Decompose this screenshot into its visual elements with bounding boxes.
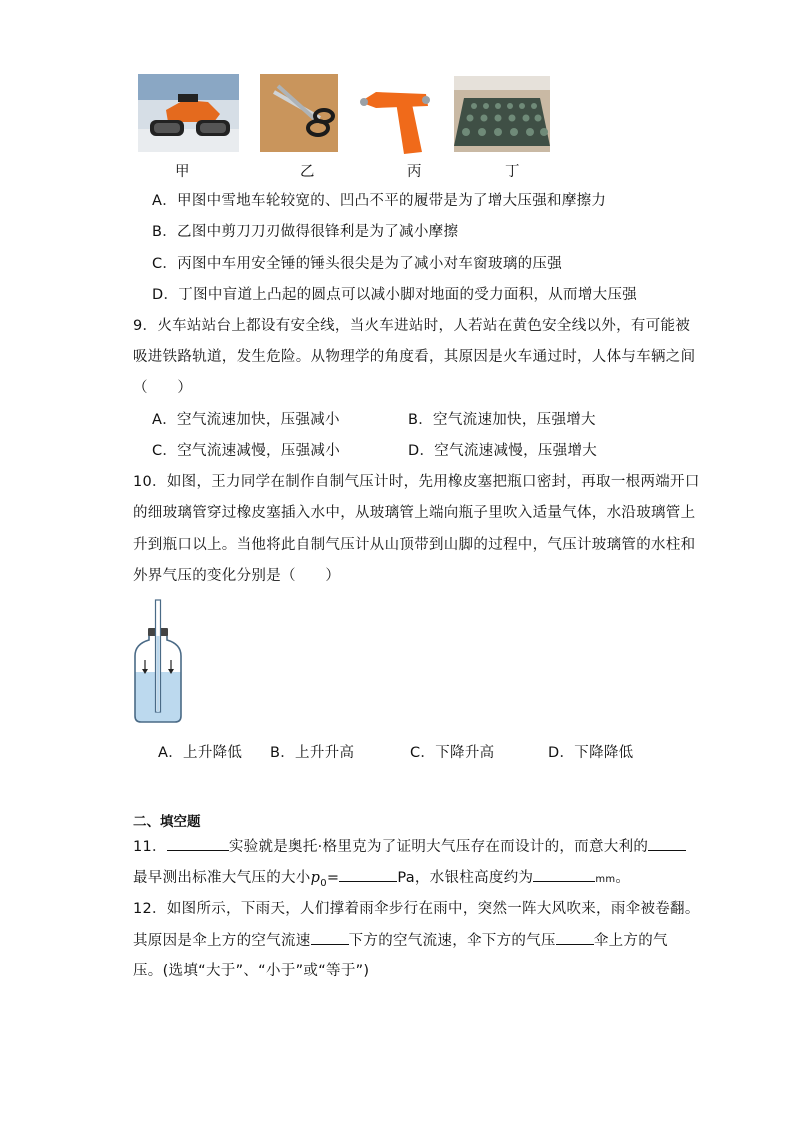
q10-option-b: B．上升升高 [270,745,355,761]
safety-hammer-photo [356,72,434,156]
q10-stem-line2: 的细玻璃管穿过橡皮塞插入水中，从玻璃管上端向瓶子里吹入适量气体，水沿玻璃管上 [133,505,696,521]
q9-option-c: C．空气流速减慢，压强减小 [152,443,341,459]
q8-option-b: B．乙图中剪刀刀刃做得很锋利是为了减小摩擦 [152,224,459,240]
q8-option-c: C．丙图中车用安全锤的锤头很尖是为了减小对车窗玻璃的压强 [152,256,563,272]
q11-blank-1[interactable] [167,836,229,851]
q9-option-d: D．空气流速减慢，压强增大 [408,443,598,459]
q11-pressure-subscript: 0 [320,877,327,889]
q12-line3: 压。(选填“大于”、“小于”或“等于”) [133,963,370,979]
q9-stem-line2: 吸进铁路轨道，发生危险。从物理学的角度看，其原因是火车通过时，人体与车辆之间 [133,349,696,365]
q9-stem-line1: 9．火车站站台上都设有安全线，当火车进站时，人若站在黄色安全线以外，有可能被 [133,318,691,334]
q11-blank-2[interactable] [648,836,686,851]
q11-unit-2: mm [595,874,616,885]
q11-text-1: 实验就是奥托·格里克为了证明大气压存在而设计的，而意大利的 [228,839,649,855]
q10-option-c: C．下降升高 [410,745,495,761]
q9-option-b: B．空气流速加快，压强增大 [408,412,596,428]
q12-text-1: 其原因是伞上方的空气流速 [133,933,311,949]
q9-option-a: A．空气流速加快，压强减小 [152,412,340,428]
scissors-photo [260,74,338,152]
q10-stem-line1: 10．如图，王力同学在制作自制气压计时，先用橡皮塞把瓶口密封，再取一根两端开口 [133,474,700,490]
q12-text-2: 下方的空气流速，伞下方的气压 [348,933,556,949]
q11-end: 。 [615,870,631,886]
tactile-paving-photo [454,76,550,152]
q11-blank-4[interactable] [533,867,595,882]
q11-equals: = [326,870,340,886]
caption-yi: 乙 [300,164,315,180]
q12-line1: 12．如图所示，下雨天，人们撑着雨伞步行在雨中，突然一阵大风吹来，雨伞被卷翻。 [133,901,700,917]
caption-jia: 甲 [175,164,190,180]
q11-number: 11． [133,839,167,855]
q10-option-d: D．下降降低 [548,745,634,761]
q12-line2 [133,930,668,951]
q10-stem-line4: 外界气压的变化分别是（ ） [133,568,341,584]
snowmobile-photo [138,74,239,152]
q8-option-a: A．甲图中雪地车轮较宽的、凹凸不平的履带是为了增大压强和摩擦力 [152,193,607,209]
q11-line1 [133,836,686,857]
q11-line2 [133,867,630,894]
q11-pressure-symbol: p [310,870,321,886]
caption-bing: 丙 [407,164,422,180]
q9-answer-bracket: （ ） [133,380,193,396]
q10-stem-line3: 升到瓶口以上。当他将此自制气压计从山顶带到山脚的过程中，气压计玻璃管的水柱和 [133,537,696,553]
q12-text-3: 伞上方的气 [593,933,668,949]
q12-blank-1[interactable] [311,930,349,945]
q10-option-a: A．上升降低 [158,745,243,761]
q11-unit-1: Pa，水银柱高度约为 [397,870,534,886]
caption-ding: 丁 [505,164,520,180]
barometer-bottle-diagram [130,598,186,726]
q11-blank-3[interactable] [339,867,397,882]
q12-blank-2[interactable] [556,930,594,945]
q8-option-d: D．丁图中盲道上凸起的圆点可以减小脚对地面的受力面积，从而增大压强 [152,287,638,303]
section-fill-in-title: 二、填空题 [133,814,201,830]
q11-text-2: 最早测出标准大气压的大小 [133,870,311,886]
